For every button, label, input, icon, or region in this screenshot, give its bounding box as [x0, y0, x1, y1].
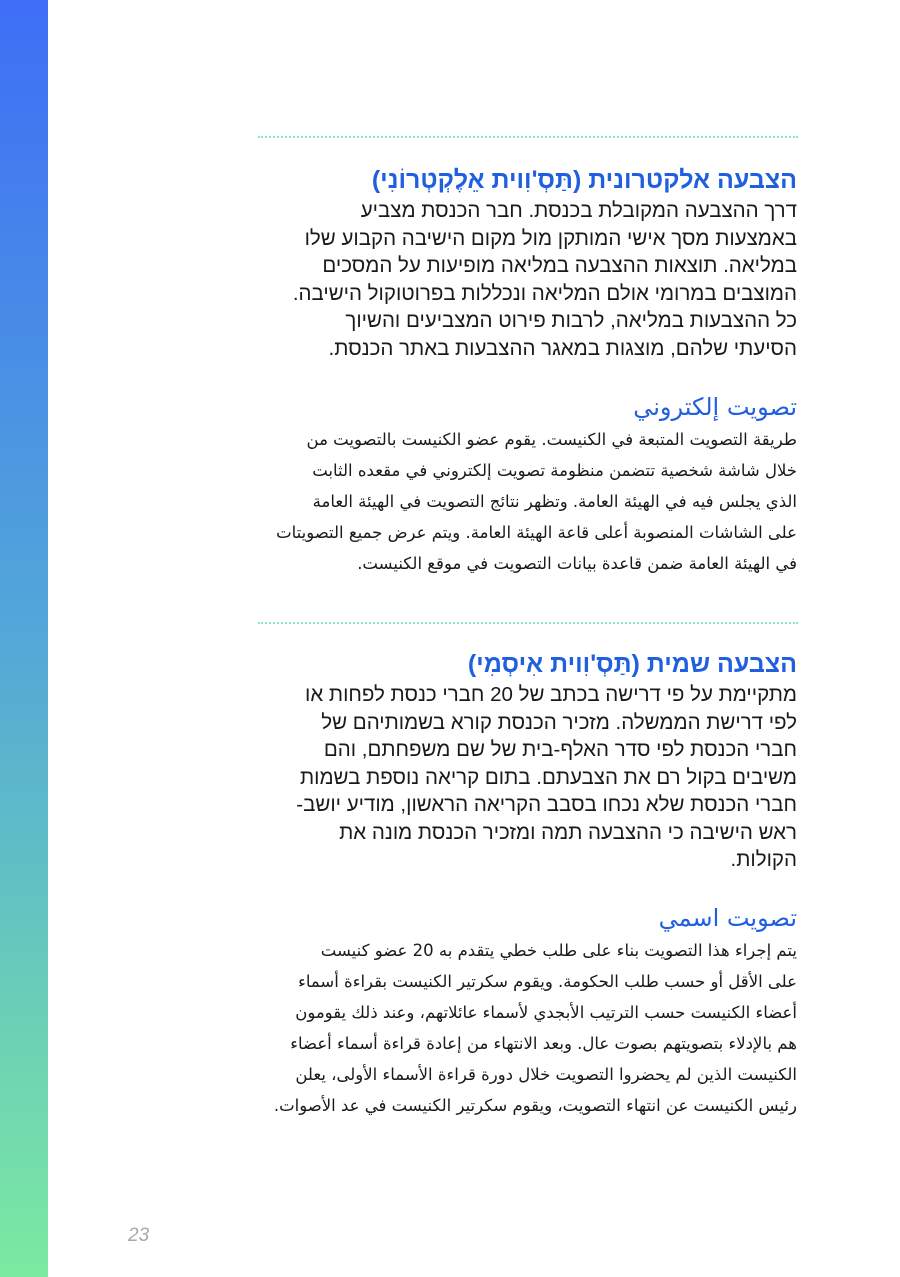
- hebrew-text-line: הסיעתי שלהם, מוצגות במאגר ההצבעות באתר הכנסת.: [328, 336, 797, 360]
- section-divider: [258, 622, 798, 624]
- hebrew-text-line: חברי הכנסת שלא נכחו בסבב הקריאה הראשון, מודיע יושב-: [296, 793, 797, 816]
- arabic-text-line: طريقة التصويت المتبعة في الكنيست. يقوم عضو الكنيست بالتصويت من: [306, 430, 797, 449]
- hebrew-text-line: ראש הישיבה כי ההצבעה תמה ומזכיר הכנסת מונה את: [339, 820, 797, 844]
- hebrew-text-line: כל ההצבעות במליאה, לרבות פירוט המצביעים והשיוך: [345, 309, 797, 332]
- arabic-text-line: على الأقل أو حسب طلب الحكومة. ويقوم سكرتير الكنيست بقراءة أسماء: [298, 972, 797, 991]
- hebrew-text-line: באמצעות מסך אישי המותקן מול מקום הישיבה הקבוע שלו: [304, 226, 797, 250]
- arabic-text-line: خلال شاشة شخصية تتضمن منظومة تصويت إلكتروني في مقعده الثابت: [312, 461, 797, 480]
- arabic-text-line: هم بالإدلاء بتصويتهم بصوت عال. وبعد الانتهاء من إعادة قراءة أسماء أعضاء: [290, 1034, 797, 1053]
- hebrew-text-line: המוצבים במרומי אולם המליאה ונכללות בפרוטוקול הישיבה.: [292, 281, 797, 305]
- arabic-block-roll-call: [237, 901, 797, 1121]
- hebrew-text-line: דרך ההצבעה המקובלת בכנסת. חבר הכנסת מצביע: [360, 199, 797, 222]
- hebrew-block-electronic: [237, 163, 797, 362]
- hebrew-block-roll-call: [237, 647, 797, 874]
- arabic-heading: تصويت اسمي: [658, 904, 797, 932]
- hebrew-text-line: הקולות.: [730, 848, 797, 871]
- arabic-text-line: رئيس الكنيست عن انتهاء التصويت، ويقوم سكرتير الكنيست في عد الأصوات.: [273, 1096, 797, 1115]
- page-number: 23: [128, 1225, 150, 1246]
- section-divider: [258, 136, 798, 138]
- hebrew-text-line: לפי דרישת הממשלה. מזכיר הכנסת קורא בשמותיהם של: [321, 710, 797, 734]
- hebrew-text-line: משיבים בקול רם את הצבעתם. בתום קריאה נוספת בשמות: [299, 765, 797, 789]
- arabic-text-line: الذي يجلس فيه في الهيئة العامة. وتظهر نتائج التصويت في الهيئة العامة: [312, 492, 797, 511]
- hebrew-heading: הצבעה שמית (תַּסְ'וִוית אִיסְמִי): [467, 650, 797, 678]
- arabic-text-line: في الهيئة العامة ضمن قاعدة بيانات التصويت في موقع الكنيست.: [357, 554, 797, 573]
- hebrew-text-line: במליאה. תוצאות ההצבעה במליאה מופיעות על המסכים: [322, 254, 797, 277]
- arabic-text-line: يتم إجراء هذا التصويت بناء على طلب خطي يتقدم به 20 عضو كنيست: [320, 941, 797, 960]
- hebrew-text-line: חברי הכנסת לפי סדר האלף-בית של שם משפחתם, והם: [323, 738, 797, 761]
- arabic-text-line: على الشاشات المنصوبة أعلى قاعة الهيئة العامة. ويتم عرض جميع التصويتات: [276, 523, 797, 542]
- arabic-block-electronic: [237, 390, 797, 579]
- hebrew-heading: הצבעה אלקטרונית (תַּסְ'וִוית אֵלֶקְטְרוֹנִי): [371, 166, 797, 194]
- arabic-heading: تصويت إلكتروني: [633, 393, 797, 421]
- hebrew-text-line: מתקיימת על פי דרישה בכתב של 20 חברי כנסת לפחות או: [305, 683, 797, 706]
- gradient-sidebar: [0, 0, 48, 1277]
- arabic-text-line: الكنيست الذين لم يحضروا التصويت خلال دورة قراءة الأسماء الأولى، يعلن: [295, 1065, 797, 1084]
- arabic-text-line: أعضاء الكنيست حسب الترتيب الأبجدي لأسماء عائلاتهم، وعند ذلك يقومون: [295, 1003, 797, 1022]
